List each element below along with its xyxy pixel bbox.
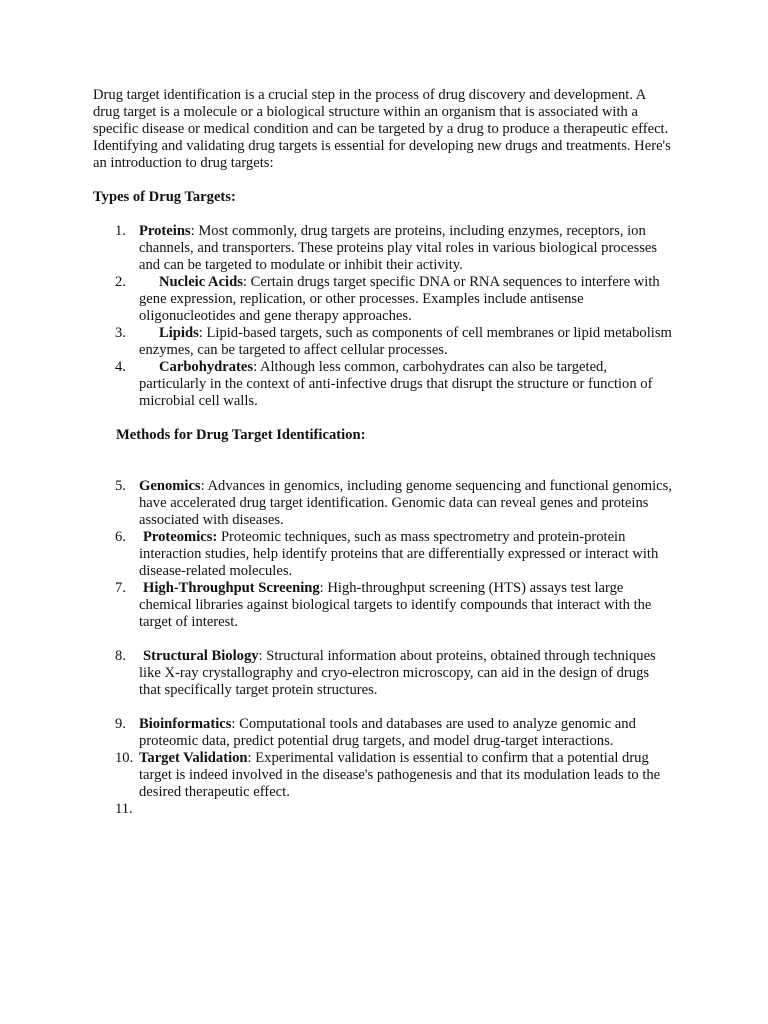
- document-page: [93, 87, 673, 818]
- list-text: : Experimental validation is essential to confirm that a potential drug target is indeed involved in the disease's pathogenesis and that its modulation leads to the desired therapeutic effect.: [139, 750, 661, 800]
- list-text: : Structural information about proteins, obtained through techniques like X-ray crystallography and cryo-electron microscopy, can aid in the design of drugs that specifically target protein structures.: [139, 648, 656, 698]
- list-text: : Advances in genomics, including genome sequencing and functional genomics, have accelerated drug target identification. Genomic data can reveal genes and proteins associated with diseases.: [139, 478, 672, 528]
- list-item-structural-biology: [93, 648, 673, 699]
- types-heading: Types of Drug Targets:: [93, 189, 236, 205]
- list-text: : Most commonly, drug targets are proteins, including enzymes, receptors, ion channels, and transporters. These proteins play vital roles in various biological processes and can be targeted to modulate or inhibit their activity.: [139, 223, 658, 273]
- list-text: : Although less common, carbohydrates can also be targeted, particularly in the context of anti-infective drugs that disrupt the structure or function of microbial cell walls.: [139, 359, 653, 409]
- list-number: 10.: [115, 750, 134, 766]
- list-term: Proteomics:: [143, 529, 218, 545]
- list-text: : Certain drugs target specific DNA or RNA sequences to interfere with gene expression, replication, or other processes. Examples include antisense oligonucleotides and gene therapy approaches.: [139, 274, 660, 324]
- list-text: : High-throughput screening (HTS) assays test large chemical libraries against biological targets to identify compounds that interact with the target of interest.: [139, 580, 652, 630]
- list-item-lipids: [93, 325, 673, 359]
- list-text: : Lipid-based targets, such as components of cell membranes or lipid metabolism enzymes, can be targeted to affect cellular processes.: [139, 325, 672, 358]
- list-text: : Computational tools and databases are used to analyze genomic and proteomic data, predict potential drug targets, and model drug-target interactions.: [139, 716, 636, 749]
- list-term: Proteins: [139, 223, 191, 239]
- list-item-genomics: [93, 478, 673, 529]
- list-item-nucleic-acids: [93, 274, 673, 325]
- list-number: 4.: [115, 359, 126, 375]
- list-term: Structural Biology: [143, 648, 259, 664]
- list-number: 3.: [115, 325, 126, 341]
- list-number: 1.: [115, 223, 126, 239]
- list-item-bioinformatics: [93, 716, 673, 750]
- list-term: Bioinformatics: [139, 716, 232, 732]
- list-number: 5.: [115, 478, 126, 494]
- list-number: 11.: [115, 801, 133, 817]
- list-item-proteins: [93, 223, 673, 274]
- list-number: 6.: [115, 529, 126, 545]
- list-item-high-throughput-screening: [93, 580, 673, 631]
- list-number: 2.: [115, 274, 126, 290]
- list-number: 9.: [115, 716, 126, 732]
- list-term: Nucleic Acids: [159, 274, 243, 290]
- list-term: Target Validation: [139, 750, 248, 766]
- list-item-target-validation: [93, 750, 673, 801]
- list-number: 7.: [115, 580, 126, 596]
- list-item-carbohydrates: [93, 359, 673, 410]
- list-text: Proteomic techniques, such as mass spectrometry and protein-protein interaction studies, help identify proteins that are differentially expressed or interact with disease-related molecules.: [139, 529, 659, 579]
- list-item-empty: [93, 801, 673, 818]
- list-term: Genomics: [139, 478, 201, 494]
- intro-paragraph: Drug target identification is a crucial step in the process of drug discovery and development. A drug target is a molecule or a biological structure within an organism that is associated with a specific disease or medical condition and can be targeted by a drug to produce a therapeutic effect. Identifying and validating drug targets is essential for developing new drugs and treatments. Here's an introduction to drug targets:: [93, 87, 671, 171]
- types-list: [93, 223, 673, 410]
- list-item-proteomics: [93, 529, 673, 580]
- list-number: 8.: [115, 648, 126, 664]
- methods-heading: Methods for Drug Target Identification:: [116, 427, 366, 443]
- methods-list: [93, 478, 673, 818]
- list-term: Carbohydrates: [159, 359, 254, 375]
- list-term: High-Throughput Screening: [143, 580, 320, 596]
- list-term: Lipids: [159, 325, 199, 341]
